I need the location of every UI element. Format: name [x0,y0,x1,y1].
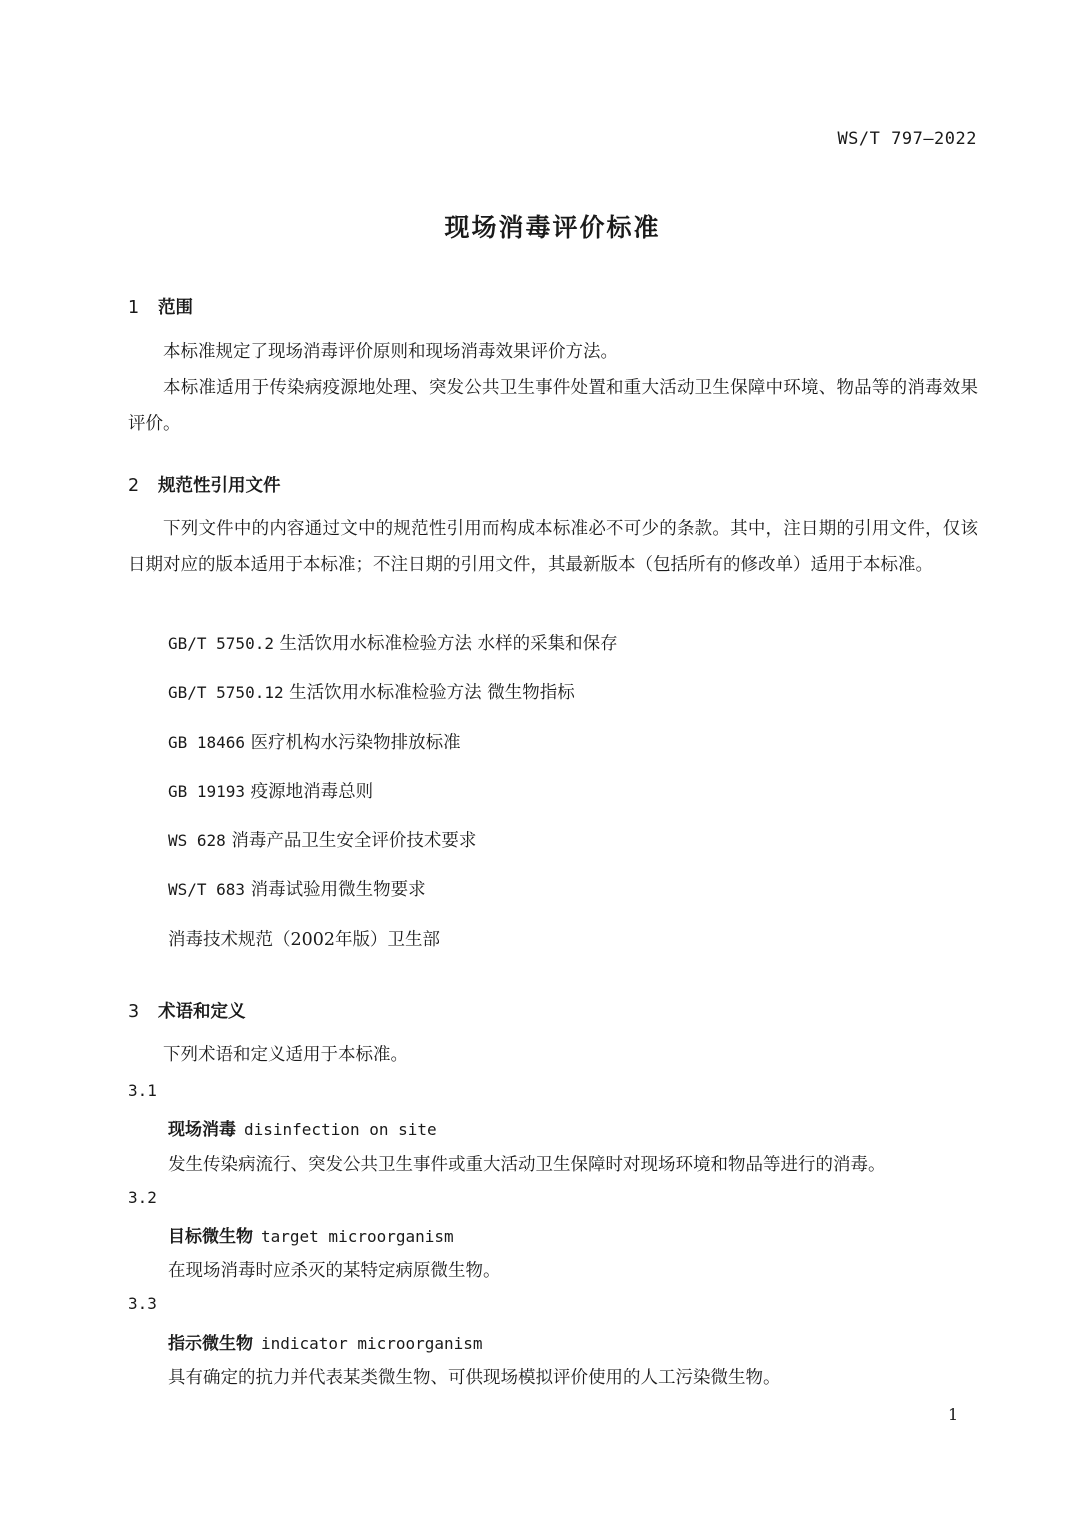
section-1-paragraph-1: 本标准规定了现场消毒评价原则和现场消毒效果评价方法。 [163,342,618,362]
page-number: 1 [948,1405,959,1424]
term-number: 3.2 [128,1188,157,1207]
reference-item [168,876,426,901]
section-title: 范围 [158,298,193,318]
term-heading [168,1329,483,1354]
document-title: 现场消毒评价标准 [444,213,661,242]
term-english: target microorganism [261,1227,454,1246]
reference-code: GB/T 5750.12 [168,683,284,702]
term-definition: 在现场消毒时应杀灭的某特定病原微生物。 [168,1261,501,1281]
section-2-intro: 下列文件中的内容通过文中的规范性引用而构成本标准必不可少的条款。其中，注日期的引用文件，仅该日期对应的版本适用于本标准；不注日期的引用文件，其最新版本（包括所有的修改单）适用于本标准。 [128,519,978,575]
term-number: 3.3 [128,1294,157,1313]
reference-code: WS 628 [168,831,226,850]
section-1-paragraph-2: 本标准适用于传染病疫源地处理、突发公共卫生事件处置和重大活动卫生保障中环境、物品等的消毒效果评价。 [128,378,978,434]
reference-item [168,729,461,754]
term-heading [168,1222,454,1247]
reference-title: 疫源地消毒总则 [250,782,374,802]
standard-code: WS/T 797—2022 [837,129,977,149]
term-chinese: 指示微生物 [168,1334,253,1354]
reference-item [168,926,440,951]
term-english: disinfection on site [244,1120,437,1139]
section-number: 1 [128,298,140,318]
term-english: indicator microorganism [261,1334,483,1353]
reference-title: 医疗机构水污染物排放标准 [250,733,461,753]
reference-item [168,827,476,852]
reference-code: GB 19193 [168,782,246,801]
term-chinese: 目标微生物 [168,1227,253,1247]
reference-item [168,778,373,803]
reference-title: 消毒技术规范（2002年版）卫生部 [168,930,441,950]
term-chinese: 现场消毒 [168,1120,236,1140]
reference-item [168,679,575,704]
section-3-heading [128,998,246,1023]
term-heading [168,1115,437,1140]
section-title: 术语和定义 [158,1002,246,1022]
reference-code: WS/T 683 [168,880,246,899]
term-number: 3.1 [128,1081,157,1100]
reference-title: 消毒试验用微生物要求 [250,880,426,900]
term-definition: 具有确定的抗力并代表某类微生物、可供现场模拟评价使用的人工污染微生物。 [168,1368,781,1388]
section-number: 2 [128,476,140,496]
reference-code: GB/T 5750.2 [168,634,274,653]
section-3-intro: 下列术语和定义适用于本标准。 [163,1045,408,1065]
section-2-heading [128,472,281,497]
reference-title: 生活饮用水标准检验方法 微生物指标 [289,683,575,703]
reference-item [168,630,618,655]
reference-title: 生活饮用水标准检验方法 水样的采集和保存 [279,634,618,654]
reference-code: GB 18466 [168,733,246,752]
section-number: 3 [128,1002,140,1022]
section-title: 规范性引用文件 [158,476,281,496]
section-1-heading [128,294,193,319]
term-definition: 发生传染病流行、突发公共卫生事件或重大活动卫生保障时对现场环境和物品等进行的消毒。 [168,1155,886,1175]
reference-title: 消毒产品卫生安全评价技术要求 [231,831,477,851]
